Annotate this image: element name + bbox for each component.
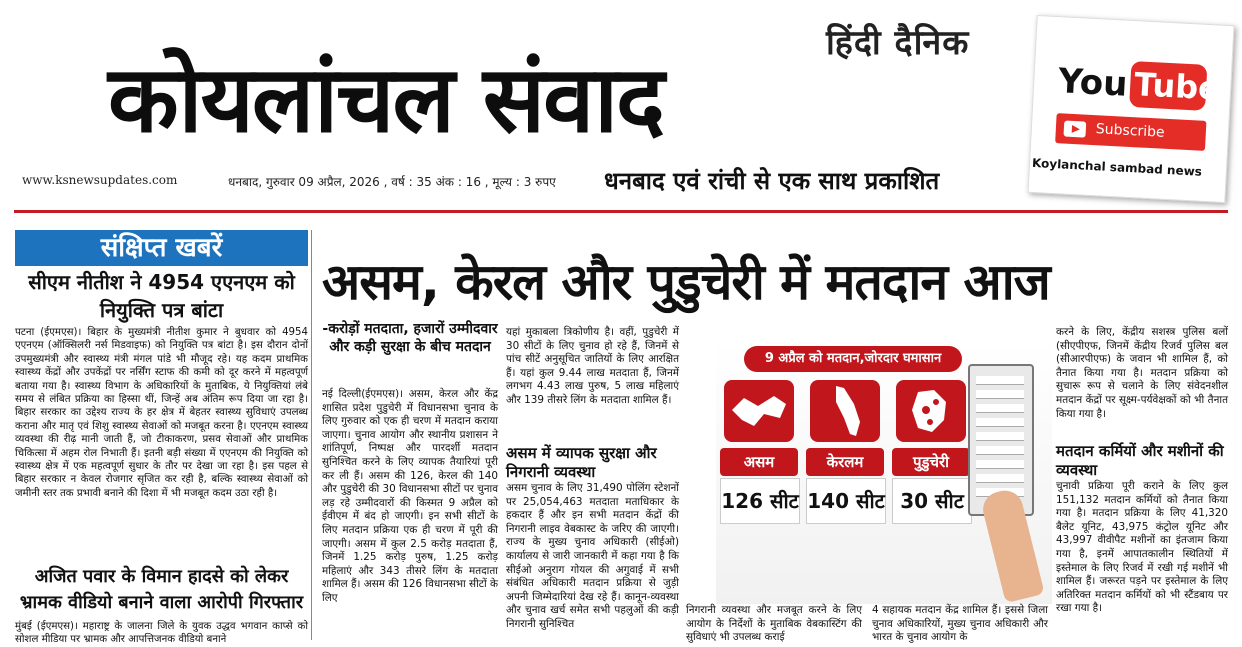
seat-count: 126 सीट — [721, 489, 799, 513]
evm-row — [976, 418, 1024, 427]
graphic-banner-text: 9 अप्रैल को मतदान,जोरदार घमासान — [764, 351, 942, 366]
evm-row — [976, 376, 1024, 385]
story-column-4a: निगरानी व्यवस्था और मजबूत करने के लिए आयोग के निर्देशों के मुताबिक वेबकास्टिंग की सुविधाएं भी उपलब्ध कराई — [686, 604, 862, 644]
evm-row — [976, 432, 1024, 441]
evm-row — [976, 460, 1024, 469]
seat-count-puducherry — [892, 478, 972, 524]
newspaper-title: कोयलांचल संवाद — [108, 46, 663, 153]
subscribe-label: Subscribe — [1095, 121, 1166, 141]
youtube-channel-name: Koylanchal sambad news — [1031, 155, 1203, 179]
kerala-map-icon — [810, 380, 880, 442]
story-column-5: करने के लिए, केंद्रीय सशस्त्र पुलिस बलों (सीएपीएफ, जिनमें केंद्रीय रिजर्व पुलिस बल (सीआरपीएफ) के जवान भी शामिल हैं, को तैनात किया गया है। मतदान प्रक्रिया को सुचारू रूप से चलाने के लिए संवेदनशील मतदान केंद्रों पर सूक्ष्म-पर्यवेक्षकों को भी तैनात किया गया है। — [1056, 326, 1228, 420]
main-headline[interactable]: असम, केरल और पुडुचेरी में मतदान आज — [322, 253, 1050, 311]
voter-hand-icon — [979, 487, 1044, 603]
brief-body-1: पटना (ईएमएस)। बिहार के मुख्यमंत्री नीतीश कुमार ने बुधवार को 4954 एएनएम (ऑक्सिलरी नर्स मिडवाइफ) को नियुक्ति पत्र बांटा है। इस दौरान दोनों उपमुख्यमंत्री और स्वास्थ्य मंत्री मंगल पांडे भी मौजूद रहे। यह कदम प्राथमिक स्वास्थ्य केंद्रों और उपकेंद्रों पर नर्सिंग स्टाफ की कमी को दूर करने में महत्वपूर्ण बताया गया है। स्वास्थ्य विभाग के अधिकारियों के मुताबिक, ये नियुक्तियां लंबे समय से लंबित प्रक्रिया का हिस्सा थीं, जिन्हें अब अंतिम रूप दिया जा रहा है। बिहार सरकार का उद्देश्य राज्य के हर क्षेत्र में बेहतर स्वास्थ्य सुविधाएं उपलब्ध कराना और मातृ एवं शिशु स्वास्थ्य सेवाओं को मजबूत करना है। एएनएम स्वास्थ्य व्यवस्था की रीढ़ मानी जाती हैं, जो टीकाकरण, प्रसव सेवाओं और प्राथमिक चिकित्सा में अहम रोल निभाती हैं। इतनी बड़ी संख्या में एएनएम की नियुक्ति को स्वास्थ्य क्षेत्र में एक महत्वपूर्ण सुधार के तौर पर देखा जा रहा है। इस पहल से बिहार सरकार न केवल रोजगार सृजित कर रही है, बल्कि स्वास्थ्य सेवाओं को जमीनी स्तर तक प्रभावी बनाने की दिशा में भी मजबूत कदम उठा रही है। — [15, 327, 308, 499]
state-label-assam — [720, 448, 798, 476]
state-label-puducherry — [892, 448, 970, 476]
evm-row — [976, 390, 1024, 399]
story-subhead-staff: मतदान कर्मियों और मशीनों की व्यवस्था — [1056, 442, 1224, 479]
masthead-tagline: हिंदी दैनिक — [826, 23, 970, 63]
state-name: पुडुचेरी — [912, 453, 950, 471]
play-triangle-icon — [1072, 125, 1080, 133]
seat-count: 30 सीट — [900, 489, 964, 513]
graphic-banner — [744, 346, 962, 372]
state-name: केरलम — [826, 453, 864, 471]
youtube-subscribe-card[interactable] — [1027, 15, 1234, 203]
story-column-4b: 4 सहायक मतदान केंद्र शामिल हैं। इससे जिला चुनाव अधिकारियों, मुख्य चुनाव अधिकारी और भारत के चुनाव आयोग के — [872, 604, 1048, 644]
election-graphic — [716, 340, 1052, 604]
story-column-2: यहां मुकाबला त्रिकोणीय है। वहीं, पुडुचेरी में 30 सीटों के लिए चुनाव हो रहे हैं, जिनमें से पांच सीटें अनुसूचित जातियों के लिए आरक्षित हैं। यहां कुल 9.44 लाख मतदाता हैं, जिनमें लगभग 4.43 लाख पुरुष, 5 लाख महिलाएं और 139 तीसरे लिंग के मतदाता शामिल हैं। — [506, 326, 679, 406]
subscribe-button[interactable] — [1055, 113, 1206, 151]
story-column-5b: चुनावी प्रक्रिया पूरी कराने के लिए कुल 151,132 मतदान कर्मियों को तैनात किया गया है। मतदान प्रक्रिया के लिए 41,320 बैलेट यूनिट, 43,975 कंट्रोल यूनिट और 43,997 वीवीपैट मशीनों का इंतजाम किया गया है, इनमें आपातकालीन स्थितियों में इस्तेमाल के लिए रिजर्व में रखी गई मशीनें भी शामिल हैं। जरूरत पड़ने पर इस्तेमाल के लिए अतिरिक्त मतदान कर्मियों को भी स्टैंडबाय पर रखा गया है। — [1056, 480, 1228, 615]
evm-row — [976, 474, 1024, 483]
brief-news-title: संक्षिप्त खबरें — [100, 233, 223, 263]
state-label-kerala — [806, 448, 884, 476]
issue-info: धनबाद, गुरुवार 09 अप्रैल, 2026 , वर्ष : 35 अंक : 16 , मूल्य : 3 रुपए — [228, 175, 556, 189]
brief-headline-1[interactable]: सीएम नीतीश ने 4954 एएनएम को नियुक्ति पत्र बांटा — [28, 270, 295, 322]
brief-body-2: मुंबई (ईएमएस)। महाराष्ट्र के जालना जिले के युवक उद्धव भगवान काप्से को सोशल मीडिया पर भ्रामक और आपत्तिजनक वीडियो बनाने — [15, 621, 308, 646]
puducherry-map-icon — [896, 380, 966, 442]
story-column-1: नई दिल्ली(ईएमएस)। असम, केरल और केंद्र शासित प्रदेश पुडुचेरी में विधानसभा चुनाव के लिए गुरुवार को एक ही चरण में मतदान कराया जाएगा। चुनाव आयोग और स्थानीय प्रशासन ने शांतिपूर्ण, निष्पक्ष और पारदर्शी मतदान सुनिश्चित करने के लिए व्यापक तैयारियां पूरी कर ली हैं। असम की 126, केरल की 140 और पुडुचेरी की 30 विधानसभा सीटों पर चुनाव लड़ रहे उम्मीदवारों की किस्मत 9 अप्रैल को ईवीएम में बंद हो जाएगी। इन सभी सीटों के लिए मतदान प्रक्रिया एक ही चरण में पूरी की जाएगी। असम में कुल 2.5 करोड़ मतदाता हैं, जिनमें 1.25 करोड़ पुरुष, 1.25 करोड़ महिलाएं और 343 तीसरे लिंग के मतदाता शामिल हैं। असम की 126 विधानसभा सीटों के लिए — [322, 388, 498, 604]
story-deck: -करोड़ों मतदाता, हजारों उम्मीदवार और कड़ी सुरक्षा के बीच मतदान — [322, 321, 498, 355]
published-from: धनबाद एवं रांची से एक साथ प्रकाशित — [604, 167, 940, 195]
youtube-logo-tube: Tube — [1133, 65, 1221, 108]
evm-row — [976, 404, 1024, 413]
youtube-logo-you: You — [1057, 61, 1129, 105]
assam-map-icon — [724, 380, 794, 442]
seat-count: 140 सीट — [807, 489, 885, 513]
masthead-divider — [14, 210, 1228, 213]
brief-news-banner — [15, 230, 308, 266]
brief-headline-2[interactable]: अजित पवार के विमान हादसे को लेकर भ्रामक वीडियो बनाने वाला आरोपी गिरफ्तार — [19, 566, 304, 613]
column-divider — [311, 230, 312, 640]
evm-row — [976, 446, 1024, 455]
story-column-2b: असम चुनाव के लिए 31,490 पोलिंग स्टेशनों पर 25,054,463 मतदाता मताधिकार के हकदार हैं और इन सभी मतदान केंद्रों की निगरानी लाइव वेबकास्ट के जरिए की जाएगी। राज्य के मुख्य चुनाव अधिकारी (सीईओ) कार्यालय से जारी जानकारी में कहा गया है कि सीईओ अनुराग गोयल की अगुवाई में सभी संबंधित अधिकारी मतदान प्रक्रिया से जुड़ी अपनी जिम्मेदारियां देख रहे हैं। कानून-व्यवस्था और चुनाव खर्च समेत सभी पहलुओं की कड़ी निगरानी सुनिश्चित — [506, 482, 679, 630]
seat-count-assam — [720, 478, 800, 524]
state-name: असम — [743, 453, 775, 471]
story-subhead-security: असम में व्यापक सुरक्षा और निगरानी व्यवस्था — [506, 444, 657, 481]
seat-count-kerala — [806, 478, 886, 524]
website-link[interactable]: www.ksnewsupdates.com — [22, 173, 178, 187]
